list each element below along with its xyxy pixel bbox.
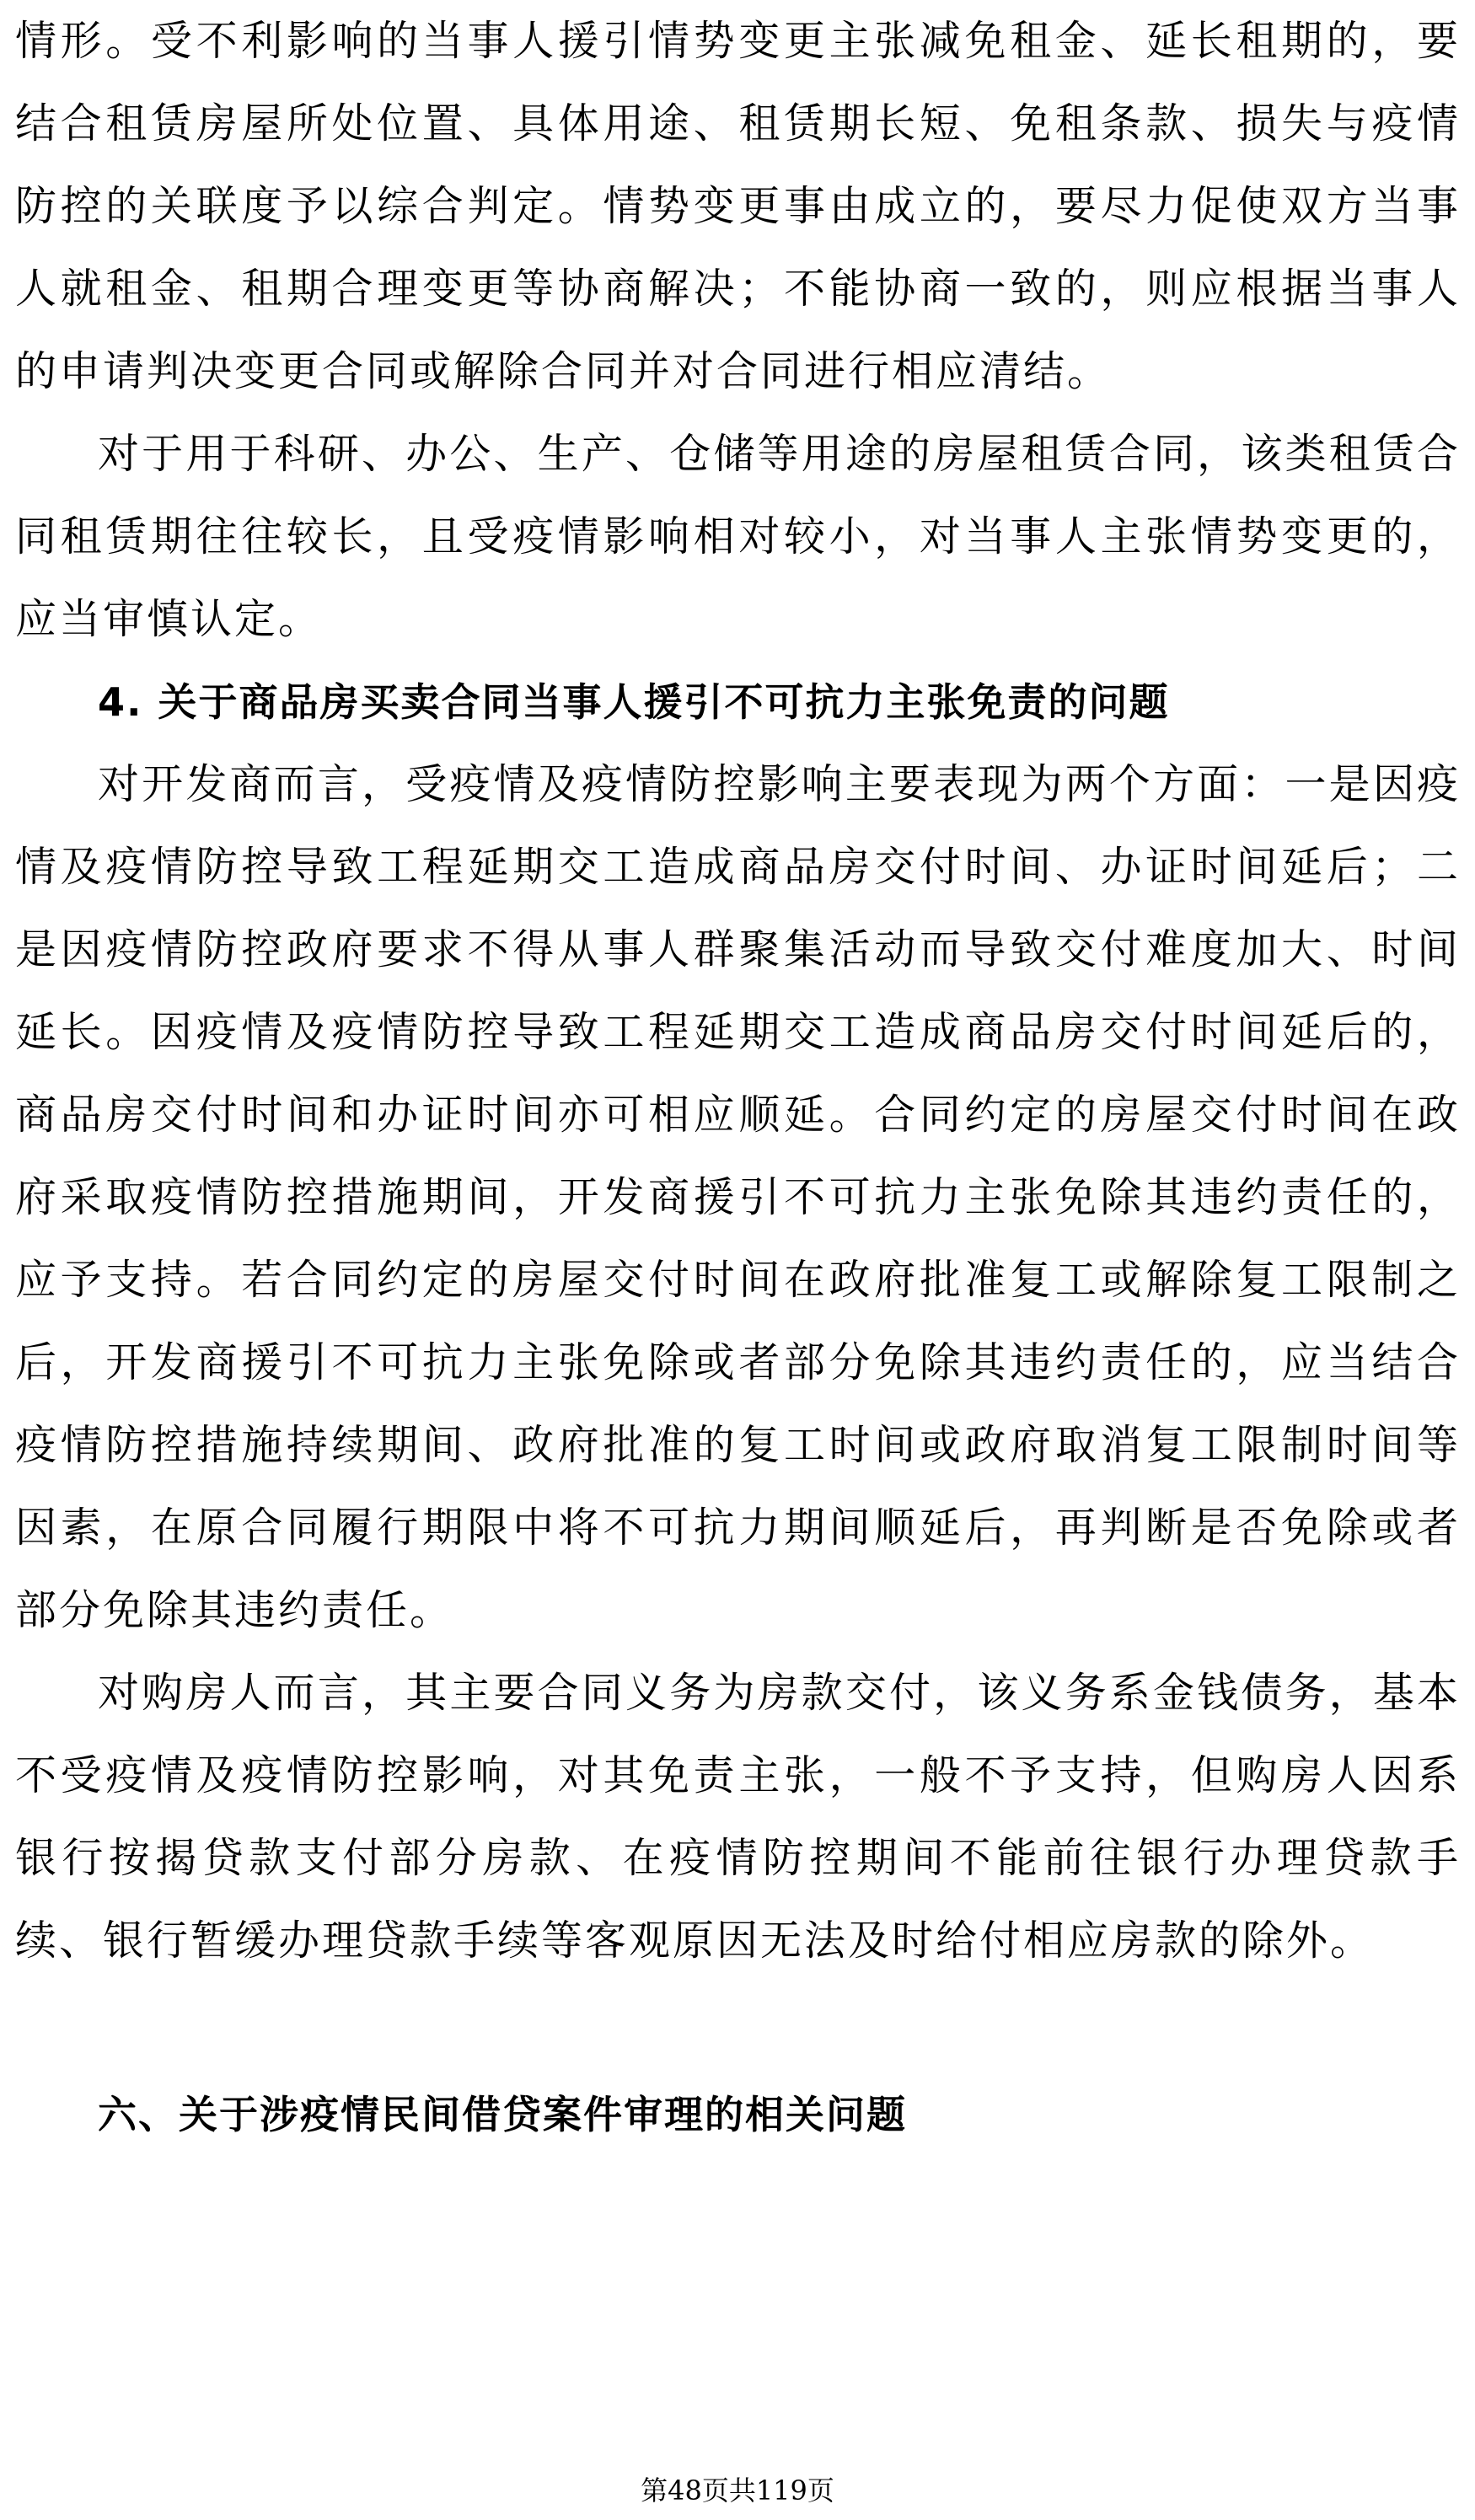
paragraph-office-lease: 对于用于科研、办公、生产、仓储等用途的房屋租赁合同，该类租赁合同租赁期往往较长，且受疫情影响相对较小，对当事人主张情势变更的，应当审慎认定。 — [15, 430, 1461, 643]
section-4-heading: 4. 关于商品房买卖合同当事人援引不可抗力主张免责的问题 — [98, 679, 1170, 725]
section-6-heading: 六、关于涉疫情民间借贷案件审理的相关问题 — [98, 2092, 907, 2137]
paragraph-developer: 对开发商而言，受疫情及疫情防控影响主要表现为两个方面：一是因疫情及疫情防控导致工程延期交工造成商品房交付时间、办证时间延后；二是因疫情防控政府要求不得从事人群聚集活动而导致交付难度加大、时间延长。因疫情及疫情防控导致工程延期交工造成商品房交付时间延后的，商品房交付时间和办证时间亦可相应顺延。合同约定的房屋交付时间在政府采取疫情防控措施期间，开发商援引不可抗力主张免除其违约责任的，应予支持。若合同约定的房屋交付时间在政府批准复工或解除复工限制之后，开发商援引不可抗力主张免除或者部分免除其违约责任的，应当结合疫情防控措施持续期间、政府批准的复工时间或政府取消复工限制时间等因素，在原合同履行期限中将不可抗力期间顺延后，再判断是否免除或者部分免除其违约责任。 — [15, 760, 1461, 1634]
paragraph-buyer: 对购房人而言，其主要合同义务为房款交付，该义务系金钱债务，基本不受疫情及疫情防控影响，对其免责主张，一般不予支持，但购房人因系银行按揭贷款支付部分房款、在疫情防控期间不能前往银行办理贷款手续、银行暂缓办理贷款手续等客观原因无法及时给付相应房款的除外。 — [15, 1669, 1461, 1965]
page-number-footer: 第48页共119页 — [641, 2474, 834, 2507]
paragraph-lease-continued: 情形。受不利影响的当事人援引情势变更主张减免租金、延长租期的，要结合租赁房屋所处位置、具体用途、租赁期长短、免租条款、损失与疫情防控的关联度予以综合判定。情势变更事由成立的，要尽力促使双方当事人就租金、租期合理变更等协商解决；不能协商一致的，则应根据当事人的申请判决变更合同或解除合同并对合同进行相应清结。 — [15, 17, 1461, 395]
document-body — [15, 0, 1461, 2156]
section-spacer — [15, 1982, 1461, 2073]
